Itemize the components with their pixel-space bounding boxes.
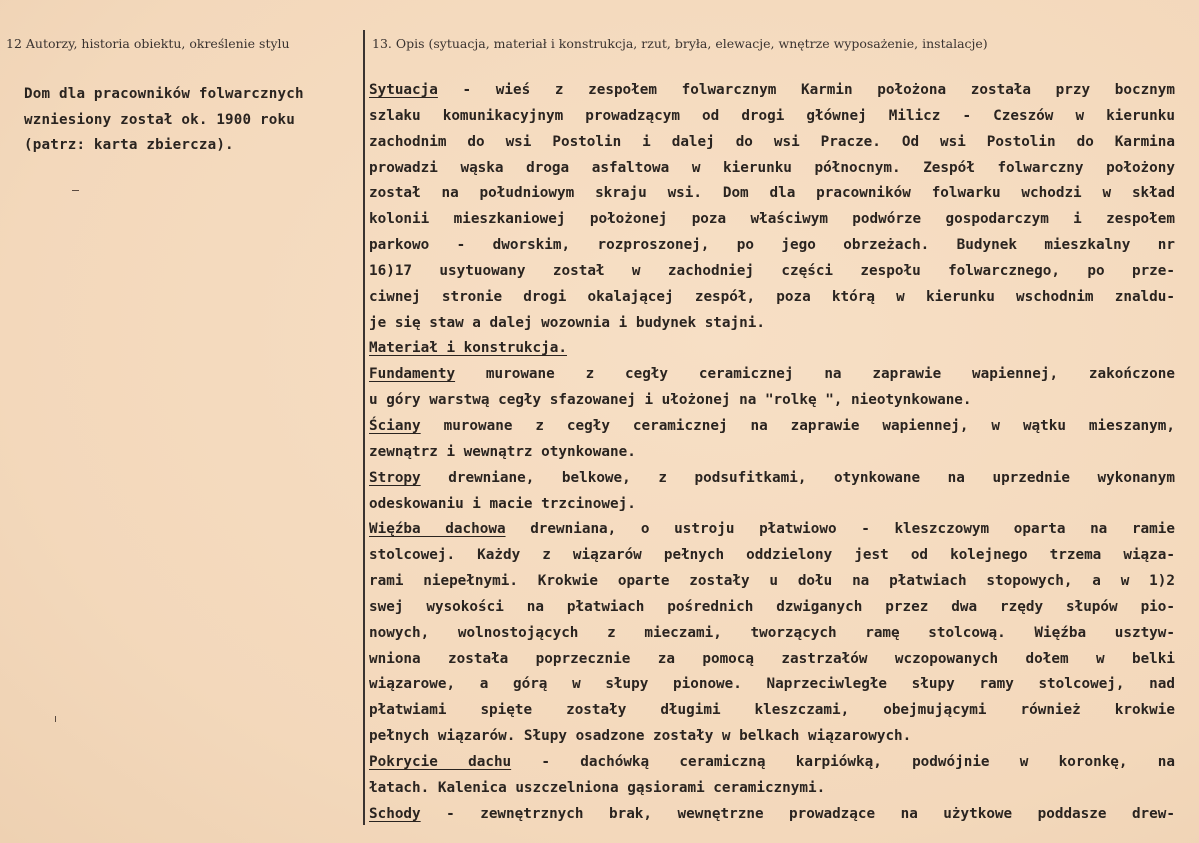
description-line [369, 104, 1175, 130]
description-line [369, 802, 1175, 828]
section-13-header: 13. Opis (sytuacja, materiał i konstrukcja, rzut, bryła, elewacje, wnętrze wyposażenie, instalacje) [372, 36, 988, 51]
description-line [369, 78, 1175, 104]
line-text: - dachówką ceramiczną karpiówką, podwójnie w koronkę, na [511, 753, 1175, 770]
authors-history-text [24, 82, 354, 159]
line-text: nowych, wolnostojących z mieczami, tworzących ramę stolcową. Więźba usztyw- [369, 624, 1175, 641]
description-line [369, 414, 1175, 440]
section-heading: Schody [369, 805, 421, 822]
section-heading: Sytuacja [369, 82, 438, 98]
description-line [369, 285, 1175, 311]
description-line [369, 621, 1175, 647]
line-text: zachodnim do wsi Postolin i dalej do wsi Pracze. Od wsi Postolin do Karmina [369, 133, 1175, 150]
line-text: kolonii mieszkaniowej położonej poza właściwym podwórze gospodarczym i zespołem [369, 211, 1175, 228]
section-heading: Fundamenty [369, 366, 456, 383]
description-line [369, 698, 1175, 724]
left-line: wzniesiony został ok. 1900 roku [24, 111, 295, 128]
line-text: rami niepełnymi. Krokwie oparte zostały u dołu na płatwiach stopowych, a w 1)2 [369, 573, 1175, 590]
line-text: zewnątrz i wewnątrz otynkowane. [369, 443, 636, 460]
section-heading: Materiał i konstrukcja. [369, 340, 567, 357]
description-line [369, 672, 1175, 698]
line-text: - zewnętrznych brak, wewnętrzne prowadzące na użytkowe poddasze drew- [420, 805, 1175, 822]
line-text: pełnych wiązarów. Słupy osadzone zostały w belkach wiązarowych. [369, 728, 912, 745]
description-line [369, 517, 1175, 543]
description-line [369, 569, 1175, 595]
line-text: szlaku komunikacyjnym prowadzącym od drogi głównej Milicz - Czeszów w kierunku [369, 107, 1175, 124]
description-line [369, 750, 1175, 776]
section-heading: Pokrycie dachu [369, 753, 512, 770]
line-text: je się staw a dalej wozownia i budynek stajni. [369, 314, 765, 331]
line-text: płatwiami spięte zostały długimi kleszczami, obejmującymi również krokwie [369, 702, 1175, 719]
line-text: odeskowaniu i macie trzcinowej. [369, 495, 636, 512]
line-text: swej wysokości na płatwiach pośrednich dzwiganych przez dwa rzędy słupów pio- [369, 598, 1175, 615]
description-line [369, 156, 1175, 182]
line-text: murowane z cegły ceramicznej na zaprawie wapiennej, zakończone [455, 366, 1175, 383]
left-line: (patrz: karta zbiercza). [24, 137, 234, 153]
description-line [369, 492, 1175, 518]
description-line [369, 388, 1175, 414]
section-heading: Stropy [369, 469, 421, 486]
line-text: 16)17 usytuowany został w zachodniej części zespołu folwarcznego, po prze- [369, 262, 1175, 279]
line-text: drewniane, belkowe, z podsufitkami, otynkowane na uprzednie wykonanym [420, 469, 1175, 486]
line-text: ciwnej stronie drogi okalającej zespół, poza którą w kierunku wschodnim znaldu- [369, 288, 1175, 305]
line-text: stolcowej. Każdy z wiązarów pełnych oddzielony jest od kolejnego trzema wiąza- [369, 547, 1175, 564]
description-line [369, 233, 1175, 259]
line-text: parkowo - dworskim, rozproszonej, po jego obrzeżach. Budynek mieszkalny nr [369, 237, 1175, 254]
margin-mark [72, 190, 79, 191]
description-line [369, 259, 1175, 285]
margin-mark [55, 716, 56, 722]
description-line [369, 362, 1175, 388]
description-line [369, 130, 1175, 156]
description-line [369, 336, 1175, 362]
description-line [369, 207, 1175, 233]
section-heading: Więźba dachowa [369, 521, 506, 538]
line-text: wniona została poprzecznie za pomocą zastrzałów wczopowanych dołem w belki [369, 650, 1175, 667]
left-line: Dom dla pracowników folwarcznych [24, 86, 304, 102]
line-text: został na południowym skraju wsi. Dom dla pracowników folwarku wchodzi w skład [369, 185, 1175, 202]
description-line [369, 466, 1175, 492]
line-text: murowane z cegły ceramicznej na zaprawie wapiennej, w wątku mieszanym, [420, 417, 1175, 434]
line-text: drewniana, o ustroju płatwiowo - kleszczowym oparta na ramie [505, 521, 1175, 538]
column-divider [363, 30, 365, 825]
description-text [369, 78, 1175, 827]
line-text: wiązarowe, a górą w słupy pionowe. Naprzeciwległe słupy ramy stolcowej, nad [369, 676, 1175, 693]
line-text: u góry warstwą cegły sfazowanej i ułożonej na "rolkę ", nieotynkowane. [369, 392, 972, 409]
description-line [369, 595, 1175, 621]
section-12-header: 12 Autorzy, historia obiektu, określenie stylu [6, 36, 290, 51]
description-line [369, 181, 1175, 207]
description-line [369, 776, 1175, 802]
description-line [369, 543, 1175, 569]
line-text: - wieś z zespołem folwarcznym Karmin położona została przy bocznym [437, 82, 1175, 98]
description-line [369, 311, 1175, 337]
section-heading: Ściany [369, 417, 421, 434]
description-line [369, 724, 1175, 750]
description-line [369, 440, 1175, 466]
description-line [369, 647, 1175, 673]
line-text: łatach. Kalenica uszczelniona gąsiorami ceramicznymi. [369, 779, 826, 796]
line-text: prowadzi wąska droga asfaltowa w kierunku północnym. Zespół folwarczny położony [369, 159, 1175, 176]
